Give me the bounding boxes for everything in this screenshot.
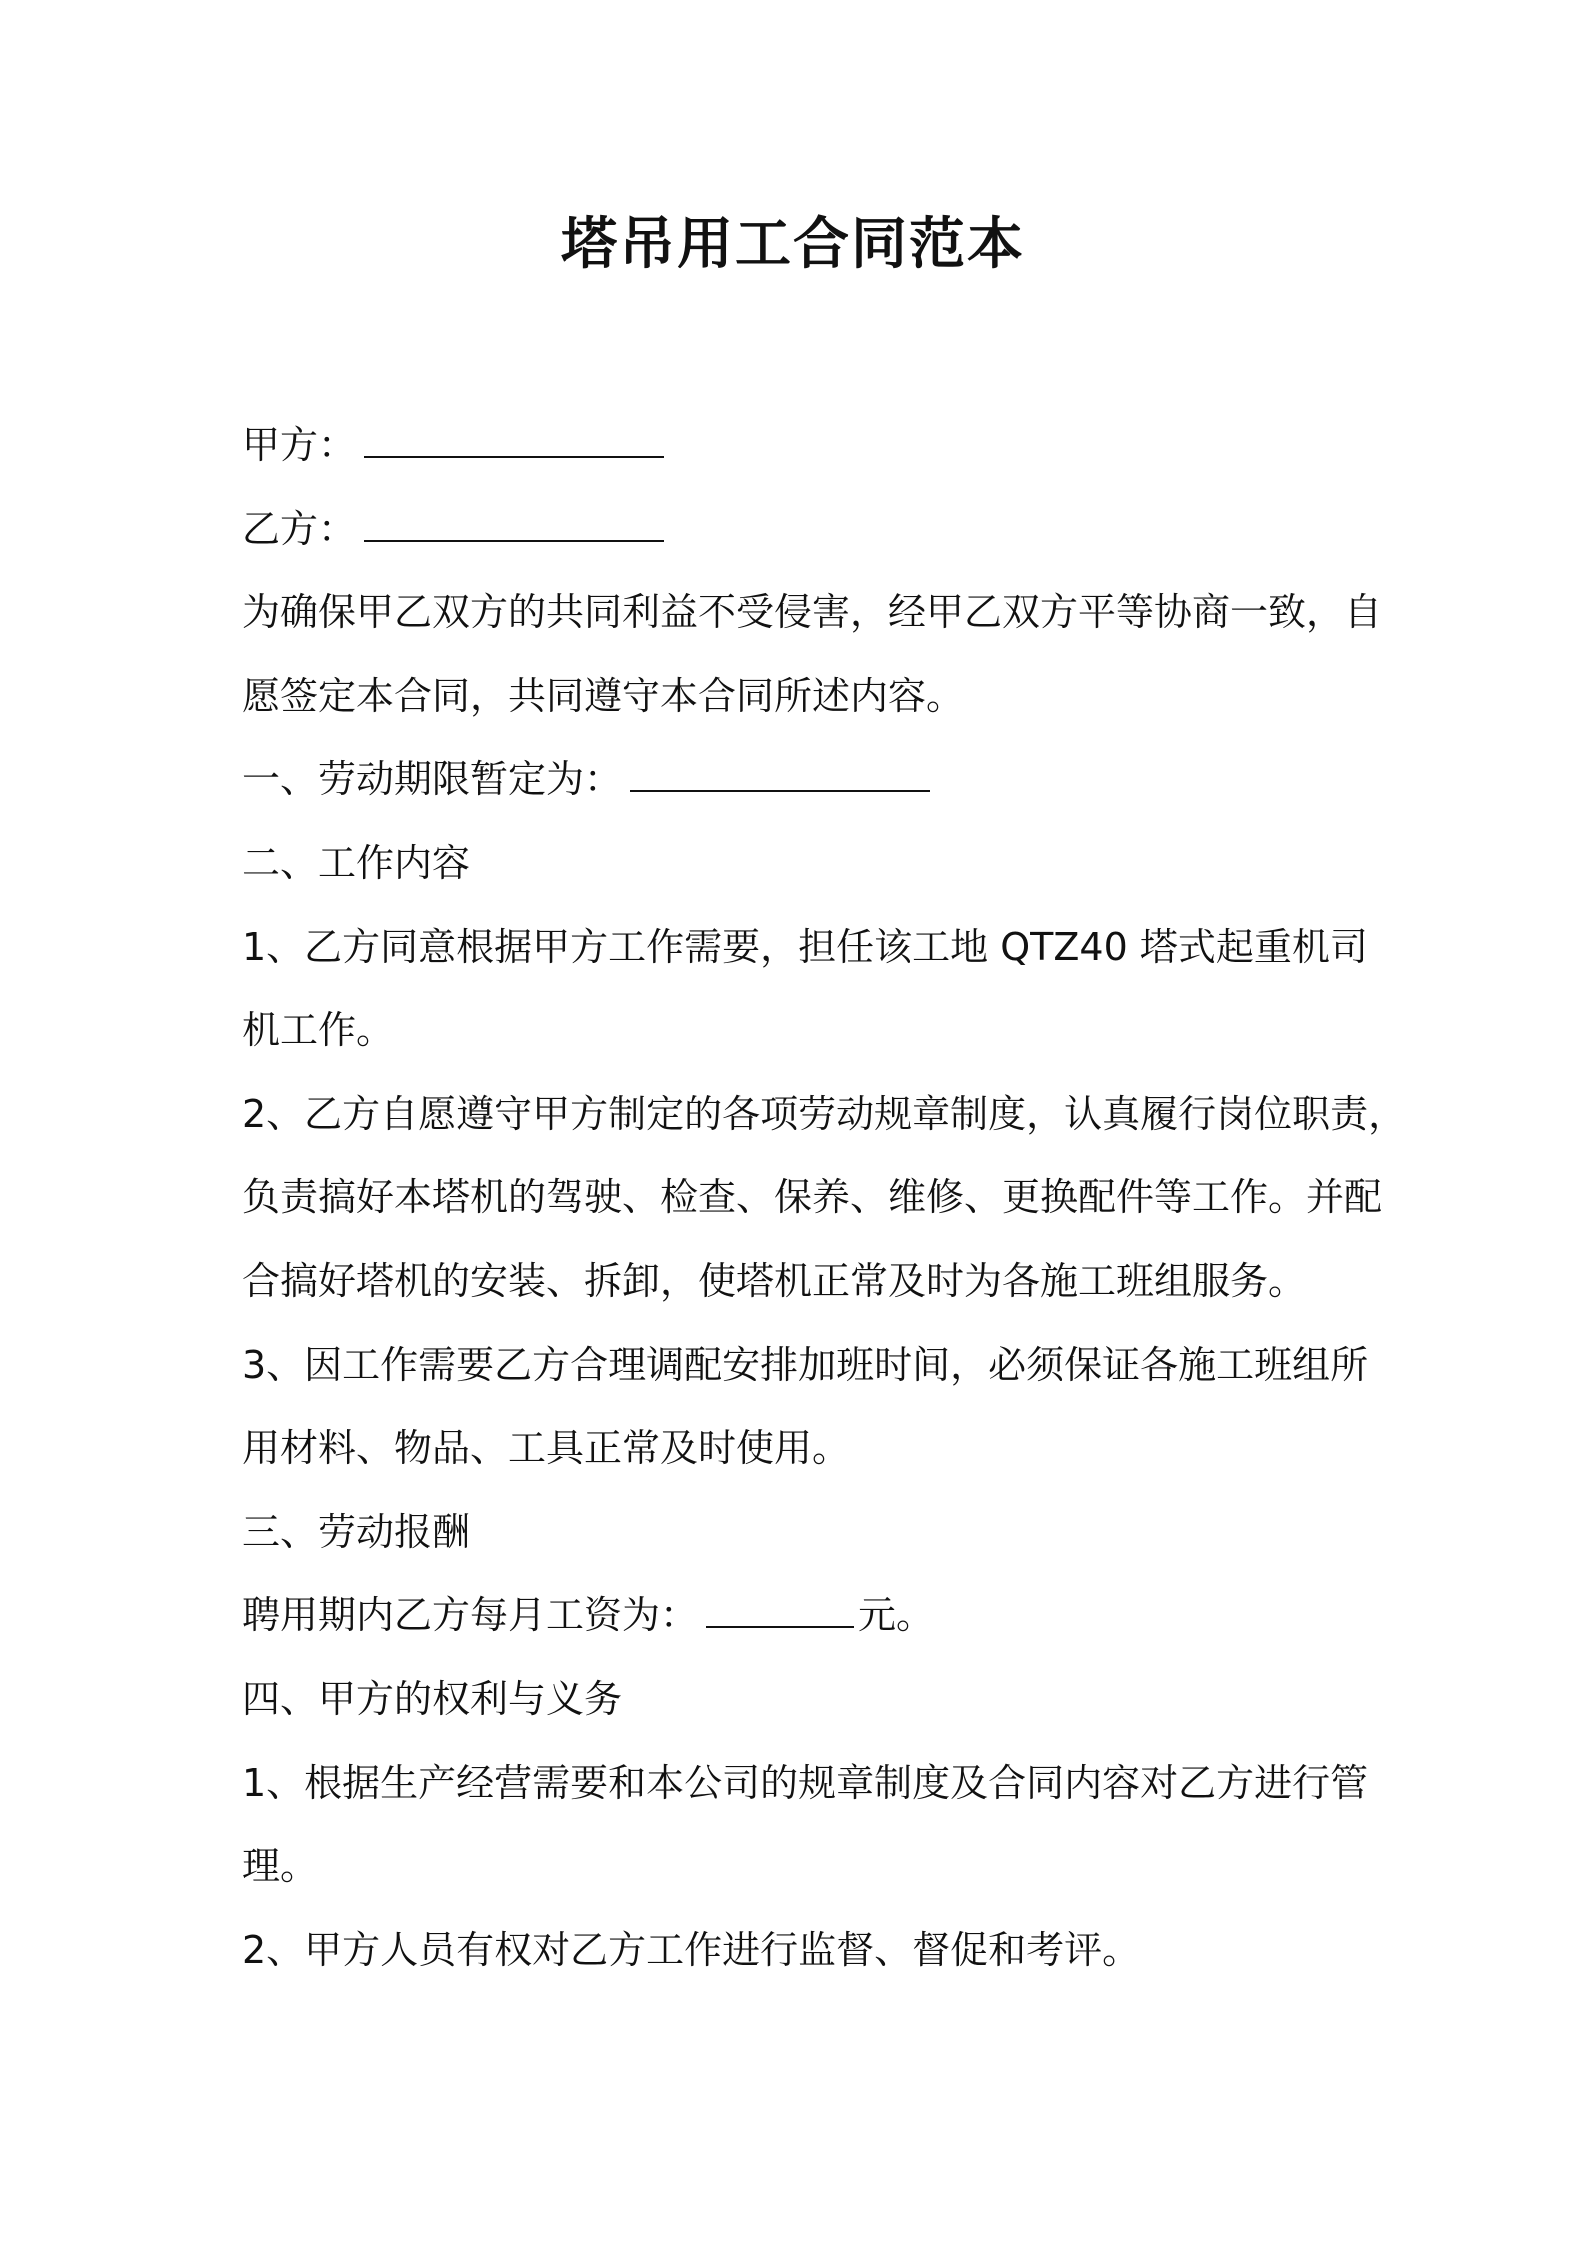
party-a-label: 甲方： xyxy=(242,423,357,467)
item-4-1-line-1: 1、根据生产经营需要和本公司的规章制度及合同内容对乙方进行管 xyxy=(242,1760,1369,1805)
item-4-1-line-2: 理。 xyxy=(242,1844,319,1889)
wage-suffix: 元。 xyxy=(858,1593,935,1638)
section-1-label: 一、劳动期限暂定为： xyxy=(242,757,623,802)
party-b-line xyxy=(242,488,1362,572)
section-2-heading: 二、工作内容 xyxy=(242,840,471,885)
item-2-2-line-1: 2、乙方自愿遵守甲方制定的各项劳动规章制度，认真履行岗位职责， xyxy=(242,1091,1407,1136)
intro-line-1: 为确保甲乙双方的共同利益不受侵害，经甲乙双方平等协商一致，自 xyxy=(242,590,1383,635)
section-1-line xyxy=(242,738,1362,822)
party-b-label: 乙方： xyxy=(242,506,357,551)
page-title: 塔吊用工合同范本 xyxy=(561,212,1025,277)
wage-line xyxy=(242,1574,1362,1658)
item-2-2-line-3: 合搞好塔机的安装、拆卸，使塔机正常及时为各施工班组服务。 xyxy=(242,1258,1307,1303)
item-2-1-line-1: 1、乙方同意根据甲方工作需要，担任该工地 QTZ40 塔式起重机司 xyxy=(242,924,1368,969)
wage-blank xyxy=(706,1586,854,1628)
item-4-2-line-1: 2、甲方人员有权对乙方工作进行监督、督促和考评。 xyxy=(242,1927,1141,1972)
item-2-1-line-2: 机工作。 xyxy=(242,1008,395,1053)
term-blank xyxy=(630,750,930,792)
intro-line-2: 愿签定本合同，共同遵守本合同所述内容。 xyxy=(242,673,965,718)
party-a-blank xyxy=(364,416,664,458)
contract-body xyxy=(242,404,1407,1992)
item-2-2-line-2: 负责搞好本塔机的驾驶、检查、保养、维修、更换配件等工作。并配 xyxy=(242,1175,1383,1220)
item-2-3-line-1: 3、因工作需要乙方合理调配安排加班时间，必须保证各施工班组所 xyxy=(242,1342,1369,1387)
party-b-blank xyxy=(364,500,664,542)
wage-label: 聘用期内乙方每月工资为： xyxy=(242,1593,699,1638)
party-a-line xyxy=(242,404,1362,488)
section-4-heading: 四、甲方的权利与义务 xyxy=(242,1676,623,1721)
section-3-heading: 三、劳动报酬 xyxy=(242,1509,471,1554)
item-2-3-line-2: 用材料、物品、工具正常及时使用。 xyxy=(242,1426,851,1471)
